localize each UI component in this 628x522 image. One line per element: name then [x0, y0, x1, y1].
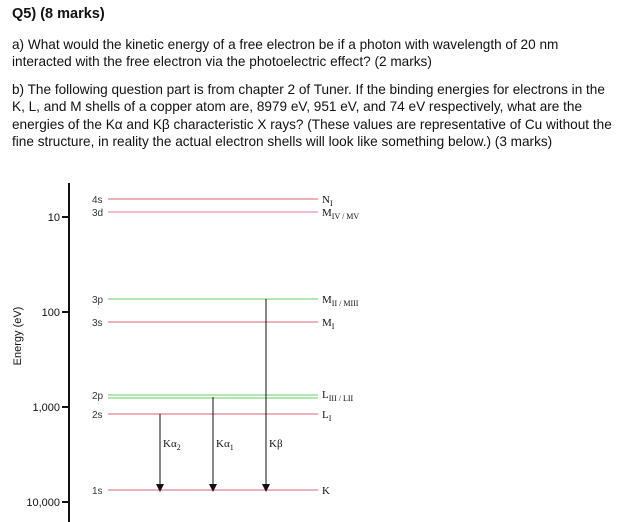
- svg-text:10: 10: [47, 212, 60, 224]
- y-axis-label: Energy (eV): [12, 306, 24, 366]
- svg-text:3p: 3p: [92, 295, 104, 306]
- transition-k-alpha-1: [213, 397, 234, 488]
- svg-text:MIV / MV: $M_{IV / MV}$: [322, 207, 360, 221]
- svg-text:2s: 2s: [92, 410, 103, 421]
- svg-text:Kα2: $K\alpha_2$: [163, 438, 181, 452]
- svg-text:K: K: [322, 485, 330, 497]
- level-2p: [92, 389, 354, 403]
- transition-k-alpha-2: [160, 414, 181, 488]
- svg-text:Kβ: Kβ: [269, 438, 283, 450]
- question-title: Q5) (8 marks): [12, 6, 105, 22]
- svg-text:10,000: 10,000: [26, 497, 60, 509]
- y-tick-1000: [32, 402, 69, 414]
- svg-text:3d: 3d: [92, 208, 104, 219]
- svg-text:Kα1: $K\alpha_1$: [216, 438, 234, 452]
- svg-text:100: 100: [41, 307, 60, 319]
- svg-text:1,000: 1,000: [32, 402, 60, 414]
- svg-text:NI: $N_I$: [322, 194, 333, 208]
- svg-text:LIII / LII: $L_{III / LII}$: [322, 389, 354, 403]
- level-3s: [92, 317, 335, 331]
- svg-text:MI: $M_I$: [322, 317, 335, 331]
- svg-text:LI: $L_I$: [322, 409, 332, 423]
- y-tick-100: [42, 307, 69, 319]
- level-3d: [92, 207, 359, 221]
- level-1s: [92, 485, 330, 497]
- y-tick-10000: [26, 497, 69, 509]
- level-4s: [92, 194, 333, 208]
- svg-text:4s: 4s: [92, 195, 103, 206]
- transition-k-beta: [266, 299, 283, 488]
- svg-text:2p: 2p: [92, 391, 104, 402]
- svg-text:MII / MIII: $M_{II / MIII}$: [322, 294, 359, 308]
- question-part-b: b) The following question part is from chapter 2 of Tuner. If the binding energies for electrons in the K, L, and M shells of a copper atom are, 8979 eV, 951 eV, and 74 eV respectively, what are the energies of the Kα and Kβ characteristic X rays? (These values are representative of Cu without the fine structure, in reality the actual electron shells will look like something below.) (3 marks): [12, 82, 612, 150]
- svg-text:3s: 3s: [92, 318, 103, 329]
- level-2s: [92, 409, 332, 423]
- y-tick-10: [48, 212, 69, 224]
- svg-text:1s: 1s: [92, 486, 103, 497]
- level-3p: [92, 294, 359, 308]
- energy-level-diagram: [0, 178, 628, 522]
- question-part-a: a) What would the kinetic energy of a free electron be if a photon with wavelength of 20 nm interacted with the free electron via the photoelectric effect? (2 marks): [12, 37, 559, 70]
